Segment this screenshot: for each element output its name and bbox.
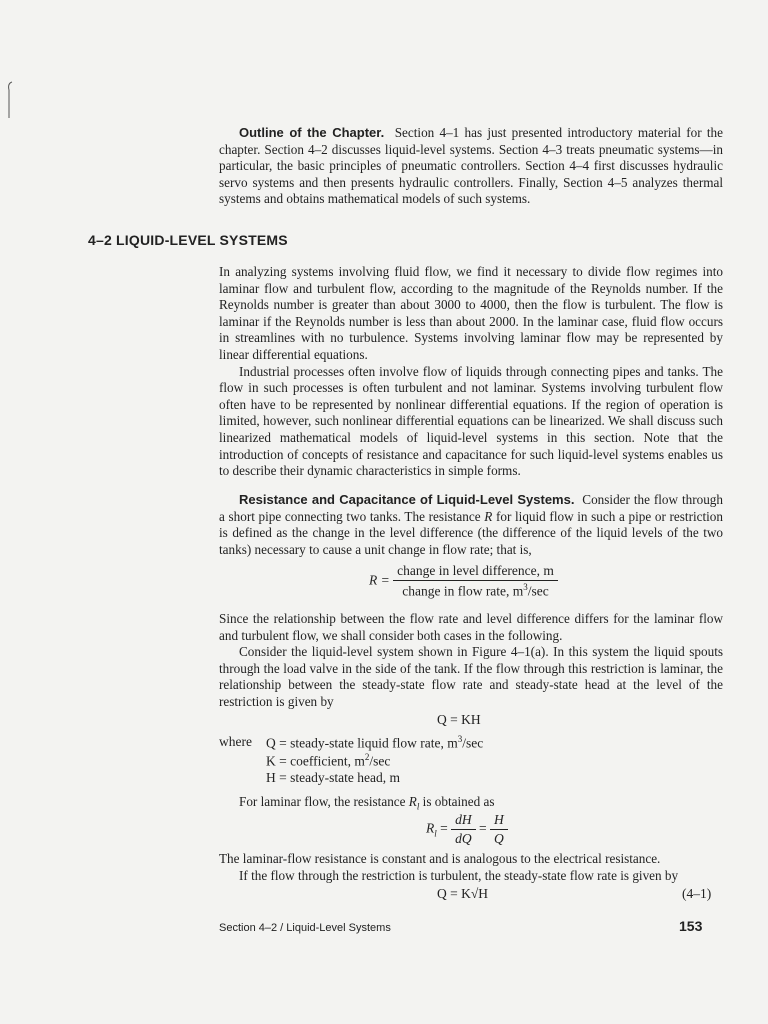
outline-text: Section 4–1 has just presented introductory material for the chapter. Section 4–2 discusses liquid-level systems. Section 4–3 treats pneumatic systems—in particular, the basic principles of pneumatic controllers. Section 4–4 first discusses hydraulic servo systems and then presents hydraulic controllers. Finally, Section 4–5 analyzes thermal systems and obtains mathematical models of such systems. — [219, 125, 723, 207]
turbulent-paragraphs — [219, 851, 723, 884]
paragraph-laminar-constant: The laminar-flow resistance is constant and is analogous to the electrical resistance. — [219, 851, 661, 866]
paragraph-reynolds: In analyzing systems involving fluid flow, we find it necessary to divide flow regimes into laminar flow and turbulent flow, according to the magnitude of the Reynolds number. If the Reynolds number is greater than about 3000 to 4000, then the flow is turbulent. The flow is laminar if the Reynolds number is less than about 2000. In the laminar case, fluid flow occurs in streamlines with no turbulence. Systems involving laminar flow may be represented by linear differential equations. — [219, 264, 723, 362]
paragraph-laminar-turbulent: Since the relationship between the flow rate and level difference differs for the laminar flow and turbulent flow, we shall consider both cases in the following. — [219, 611, 723, 643]
outline-heading: Outline of the Chapter. — [239, 125, 385, 140]
resistance-heading: Resistance and Capacitance of Liquid-Level Systems. — [239, 492, 575, 507]
outline-paragraph — [219, 125, 723, 208]
equation-turbulent: Q = K√H — [437, 886, 489, 901]
equation-q-kh: Q = KH — [437, 712, 481, 727]
running-footer: Section 4–2 / Liquid-Level Systems — [219, 922, 391, 934]
paragraph-industrial: Industrial processes often involve flow of liquids through connecting pipes and tanks. The flow in such processes is often turbulent and not laminar. Systems involving turbulent flow often have to be represented by nonlinear differential equations. If the region of operation is limited, however, such nonlinear differential equations can be linearized. We shall discuss such linearized mathematical models of liquid-level systems in this section. Note that the introduction of concepts of resistance and capacitance for such liquid-level systems enables us to describe their dynamic characteristics in simple forms. — [219, 363, 723, 479]
definition-h: H = steady-state head, m — [266, 770, 400, 785]
margin-mark — [6, 80, 16, 120]
definition-q: Q = steady-state liquid flow rate, $m^3/\sec$ — [266, 734, 484, 751]
flow-paragraphs — [219, 611, 723, 711]
section-heading: 4–2 LIQUID-LEVEL SYSTEMS — [88, 232, 288, 248]
equation-number: (4–1) — [682, 886, 712, 901]
intro-paragraphs — [219, 264, 723, 480]
resistance-equation: R = $\frac{\text{change in level difference, m}}{change in flow rate, m^3/\sec}$ — [369, 563, 558, 600]
page-number: 153 — [679, 918, 703, 934]
resistance-paragraph: Resistance and Capacitance of Liquid-Level Systems. Consider the flow through a short pipe connecting two tanks. The resistance R for liquid flow in such a pipe or restriction is defined as the change in the level difference (the difference of the liquid levels of the two tanks) necessary to cause a unit change in flow rate; that is, — [219, 492, 723, 557]
paragraph-liquid-level-system: Consider the liquid-level system shown in Figure 4–1(a). In this system the liquid spouts through the load valve in the side of the tank. If the flow through this restriction is laminar, the relationship between the steady-state flow rate and steady-state head at the level of the restriction is given by — [219, 644, 723, 709]
where-label: where — [219, 734, 252, 749]
paragraph-turbulent-flow: If the flow through the restriction is turbulent, the steady-state flow rate is given by — [239, 867, 679, 883]
laminar-resistance-paragraph: For laminar flow, the resistance $R_l$ is obtained as — [239, 794, 495, 812]
equation-laminar-resistance: $R_l$ = $\frac{dH}{dQ}$ = $\frac{H}{Q}$ — [426, 812, 508, 847]
definition-k: K = coefficient, $m^2/\sec$ — [266, 752, 391, 769]
